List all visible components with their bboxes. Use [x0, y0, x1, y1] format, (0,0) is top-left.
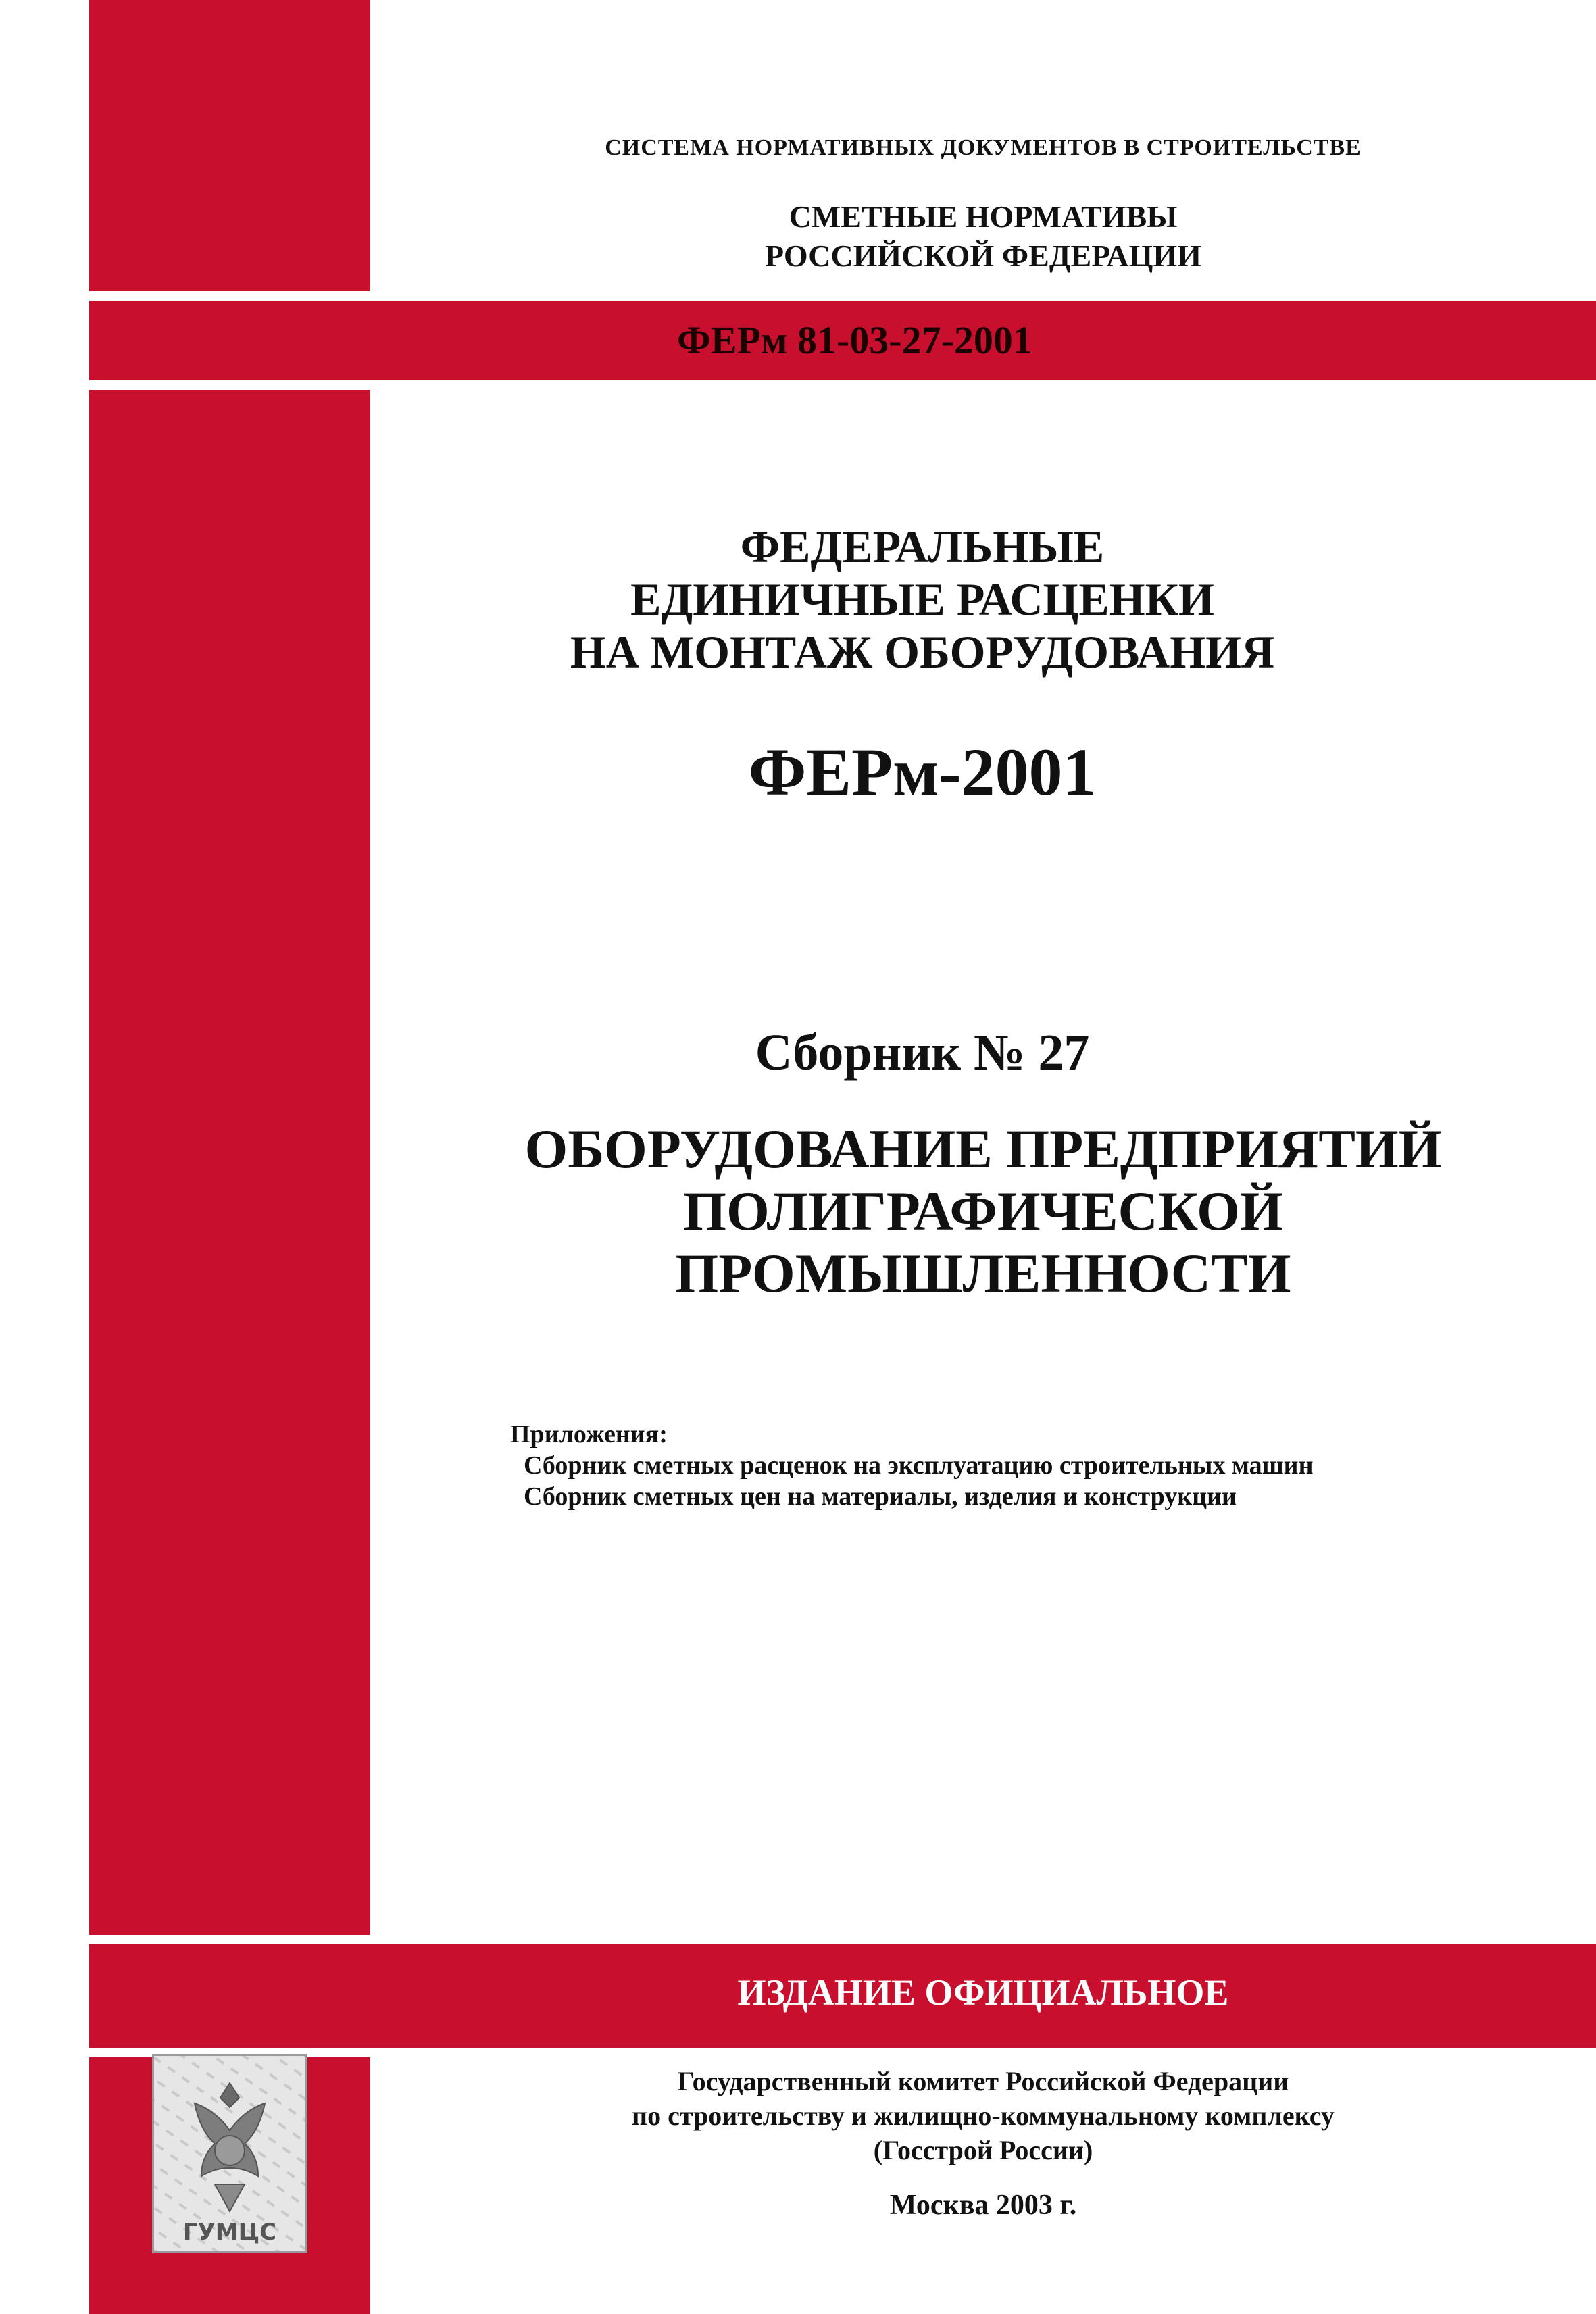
- document-title-line: НА МОНТАЖ ОБОРУДОВАНИЯ: [570, 626, 1275, 678]
- collection-title-line: ОБОРУДОВАНИЕ ПРЕДПРИЯТИЙ: [524, 1118, 1442, 1180]
- stripe-gap: [89, 1935, 370, 1944]
- appendix-item: Сборник сметных расценок на эксплуатацию строительных машин: [524, 1451, 1314, 1480]
- appendix-label: Приложения:: [510, 1420, 668, 1449]
- publisher-line: Государственный комитет Российской Федерации: [677, 2066, 1289, 2096]
- svg-text:ГУМЦС: ГУМЦС: [182, 2219, 277, 2246]
- system-name: СИСТЕМА НОРМАТИВНЫХ ДОКУМЕНТОВ В СТРОИТЕЛЬСТВЕ: [605, 135, 1362, 160]
- norms-title-line: РОССИЙСКОЙ ФЕДЕРАЦИИ: [765, 238, 1201, 273]
- document-short-title: ФЕРм-2001: [748, 734, 1097, 809]
- document-code: ФЕРм 81-03-27-2001: [677, 318, 1032, 362]
- norms-title-line: СМЕТНЫЕ НОРМАТИВЫ: [789, 199, 1178, 234]
- collection-number: Сборник № 27: [755, 1024, 1090, 1081]
- document-title-line: ФЕДЕРАЛЬНЫЕ: [740, 521, 1105, 572]
- city-year: Москва 2003 г.: [889, 2190, 1077, 2221]
- collection-title-line: ПОЛИГРАФИЧЕСКОЙ: [683, 1180, 1283, 1242]
- document-title: [370, 520, 1474, 678]
- appendix-block: [510, 1419, 1313, 1512]
- publisher: [370, 2064, 1596, 2167]
- coat-of-arms-hologram-icon: [154, 2056, 305, 2251]
- collection-title: [370, 1118, 1596, 1305]
- collection-title-line: ПРОМЫШЛЕННОСТИ: [675, 1242, 1291, 1304]
- publisher-line: (Госстрой России): [873, 2135, 1093, 2165]
- publisher-line: по строительству и жилищно-коммунальному комплексу: [632, 2101, 1335, 2131]
- hologram-seal: [152, 2054, 307, 2253]
- stripe-gap: [89, 380, 370, 390]
- document-title-line: ЕДИНИЧНЫЕ РАСЦЕНКИ: [630, 574, 1214, 625]
- official-edition-label: ИЗДАНИЕ ОФИЦИАЛЬНОЕ: [737, 1972, 1229, 2013]
- stripe-gap: [89, 291, 370, 301]
- norms-title: [370, 197, 1596, 276]
- appendix-item: Сборник сметных цен на материалы, изделия и конструкции: [524, 1482, 1237, 1511]
